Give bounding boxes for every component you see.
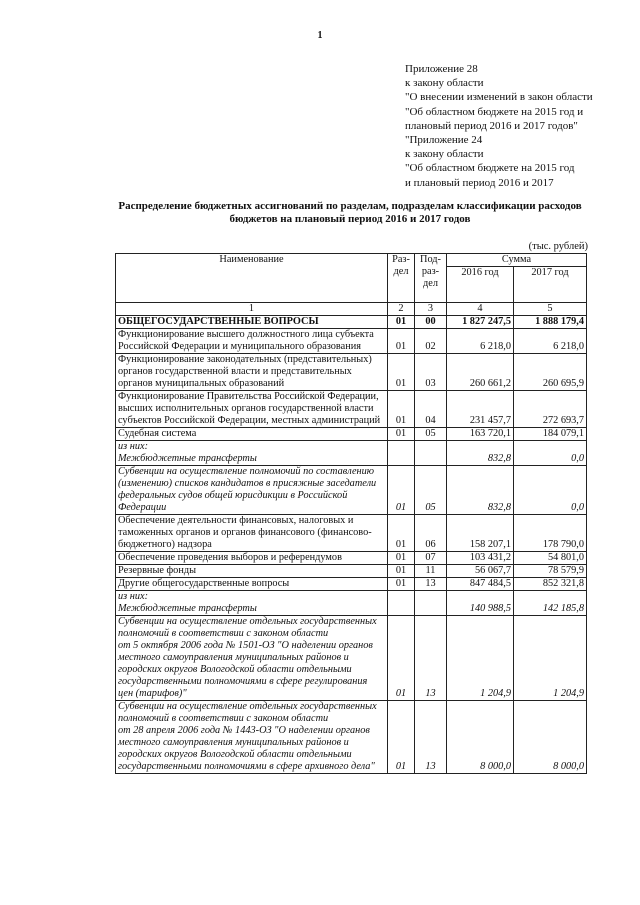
row-podrazdel: 02 — [415, 329, 447, 354]
row-razdel: 01 — [388, 316, 415, 329]
row-podrazdel — [415, 441, 447, 466]
row-2016: 832,8 — [447, 441, 514, 466]
table-row — [116, 616, 587, 701]
row-name: Другие общегосударственные вопросы — [116, 578, 388, 591]
row-2017: 1 888 179,4 — [514, 316, 587, 329]
row-2017: 852 321,8 — [514, 578, 587, 591]
row-podrazdel: 04 — [415, 391, 447, 428]
row-razdel: 01 — [388, 515, 415, 552]
row-2017: 272 693,7 — [514, 391, 587, 428]
row-2016: 260 661,2 — [447, 354, 514, 391]
row-razdel: 01 — [388, 354, 415, 391]
row-podrazdel: 13 — [415, 616, 447, 701]
budget-table — [115, 253, 587, 774]
row-name: Субвенции на осуществление отдельных государственных полномочий в соответствии с законом области от 28 апреля 2006 года № 1443-ОЗ "О наделении органов местного самоуправления муниципальных районов и городских округов Вологодской области отдельными государственными полномочиями в сфере архивного дела" — [116, 701, 388, 774]
header-num: 2 — [388, 303, 415, 316]
row-2017: 6 218,0 — [514, 329, 587, 354]
row-razdel: 01 — [388, 616, 415, 701]
row-2017: 1 204,9 — [514, 616, 587, 701]
row-name: Судебная система — [116, 428, 388, 441]
row-2016: 158 207,1 — [447, 515, 514, 552]
row-razdel: 01 — [388, 552, 415, 565]
header-num: 5 — [514, 303, 587, 316]
row-2017: 0,0 — [514, 466, 587, 515]
table-row — [116, 428, 587, 441]
row-podrazdel: 06 — [415, 515, 447, 552]
table-row — [116, 441, 587, 466]
header-2017: 2017 год — [514, 267, 587, 303]
row-name: из них: Межбюджетные трансферты — [116, 441, 388, 466]
row-razdel: 01 — [388, 466, 415, 515]
row-podrazdel: 05 — [415, 428, 447, 441]
header-num: 3 — [415, 303, 447, 316]
row-2016: 6 218,0 — [447, 329, 514, 354]
row-razdel: 01 — [388, 578, 415, 591]
row-name: ОБЩЕГОСУДАРСТВЕННЫЕ ВОПРОСЫ — [116, 316, 388, 329]
header-razdel: Раз- дел — [388, 254, 415, 303]
row-name: Обеспечение проведения выборов и референдумов — [116, 552, 388, 565]
row-2016: 231 457,7 — [447, 391, 514, 428]
row-name: Функционирование законодательных (представительных) органов государственной власти и представительных органов муниципальных образований — [116, 354, 388, 391]
row-podrazdel: 05 — [415, 466, 447, 515]
row-razdel: 01 — [388, 701, 415, 774]
row-podrazdel — [415, 591, 447, 616]
table-row — [116, 701, 587, 774]
table-row — [116, 354, 587, 391]
row-podrazdel: 03 — [415, 354, 447, 391]
document-title: Распределение бюджетных ассигнований по разделам, подразделам классификации расходов бюджетов на плановый период 2016 и 2017 годов — [118, 200, 582, 225]
row-2016: 1 204,9 — [447, 616, 514, 701]
row-2017: 178 790,0 — [514, 515, 587, 552]
header-podrazdel: Под- раз- дел — [415, 254, 447, 303]
header-sum: Сумма — [447, 254, 587, 267]
row-razdel: 01 — [388, 565, 415, 578]
row-2017: 54 801,0 — [514, 552, 587, 565]
row-podrazdel: 07 — [415, 552, 447, 565]
row-name: Субвенции на осуществление отдельных государственных полномочий в соответствии с законом области от 5 октября 2006 года № 1501-ОЗ "О наделении органов местного самоуправления муниципальных районов и городских округов Вологодской области отдельными государственными полномочиями в сфере регулирования цен (тарифов)" — [116, 616, 388, 701]
table-row — [116, 565, 587, 578]
row-2016: 103 431,2 — [447, 552, 514, 565]
table-row — [116, 391, 587, 428]
row-2017: 0,0 — [514, 441, 587, 466]
row-razdel — [388, 441, 415, 466]
page-number: 1 — [317, 30, 323, 41]
table-row — [116, 466, 587, 515]
row-name: Резервные фонды — [116, 565, 388, 578]
header-num: 4 — [447, 303, 514, 316]
row-name: Обеспечение деятельности финансовых, налоговых и таможенных органов и органов финансового (финансово- бюджетного) надзора — [116, 515, 388, 552]
table-body — [116, 316, 587, 774]
row-2016: 832,8 — [447, 466, 514, 515]
table-row — [116, 316, 587, 329]
table-row — [116, 515, 587, 552]
row-2016: 163 720,1 — [447, 428, 514, 441]
row-razdel: 01 — [388, 329, 415, 354]
row-razdel — [388, 591, 415, 616]
row-name: Функционирование Правительства Российской Федерации, высших исполнительных органов государственной власти субъектов Российской Федерации, местных администраций — [116, 391, 388, 428]
appendix-reference: Приложение 28 к закону области "О внесении изменений в закон области "Об областном бюджете на 2015 год и плановый период 2016 и 2017 годов" "Приложение 24 к закону области "Об областном бюджете на 2015 год и плановый период 2016 и 2017 — [405, 63, 593, 189]
row-podrazdel: 13 — [415, 578, 447, 591]
units-label: (тыс. рублей) — [528, 241, 588, 252]
row-2017: 260 695,9 — [514, 354, 587, 391]
row-razdel: 01 — [388, 428, 415, 441]
row-podrazdel: 00 — [415, 316, 447, 329]
row-2016: 847 484,5 — [447, 578, 514, 591]
row-2016: 8 000,0 — [447, 701, 514, 774]
row-name: Функционирование высшего должностного лица субъекта Российской Федерации и муниципального образования — [116, 329, 388, 354]
row-razdel: 01 — [388, 391, 415, 428]
row-2017: 8 000,0 — [514, 701, 587, 774]
row-2017: 142 185,8 — [514, 591, 587, 616]
row-2016: 140 988,5 — [447, 591, 514, 616]
row-podrazdel: 11 — [415, 565, 447, 578]
row-2017: 78 579,9 — [514, 565, 587, 578]
table-row — [116, 552, 587, 565]
row-2016: 1 827 247,5 — [447, 316, 514, 329]
header-2016: 2016 год — [447, 267, 514, 303]
header-name: Наименование — [116, 254, 388, 303]
row-name: из них: Межбюджетные трансферты — [116, 591, 388, 616]
row-podrazdel: 13 — [415, 701, 447, 774]
row-2017: 184 079,1 — [514, 428, 587, 441]
table-row — [116, 329, 587, 354]
table-row — [116, 578, 587, 591]
header-num: 1 — [116, 303, 388, 316]
table-row — [116, 591, 587, 616]
row-name: Субвенции на осуществление полномочий по составлению (изменению) списков кандидатов в присяжные заседатели федеральных судов общей юрисдикции в Российской Федерации — [116, 466, 388, 515]
row-2016: 56 067,7 — [447, 565, 514, 578]
